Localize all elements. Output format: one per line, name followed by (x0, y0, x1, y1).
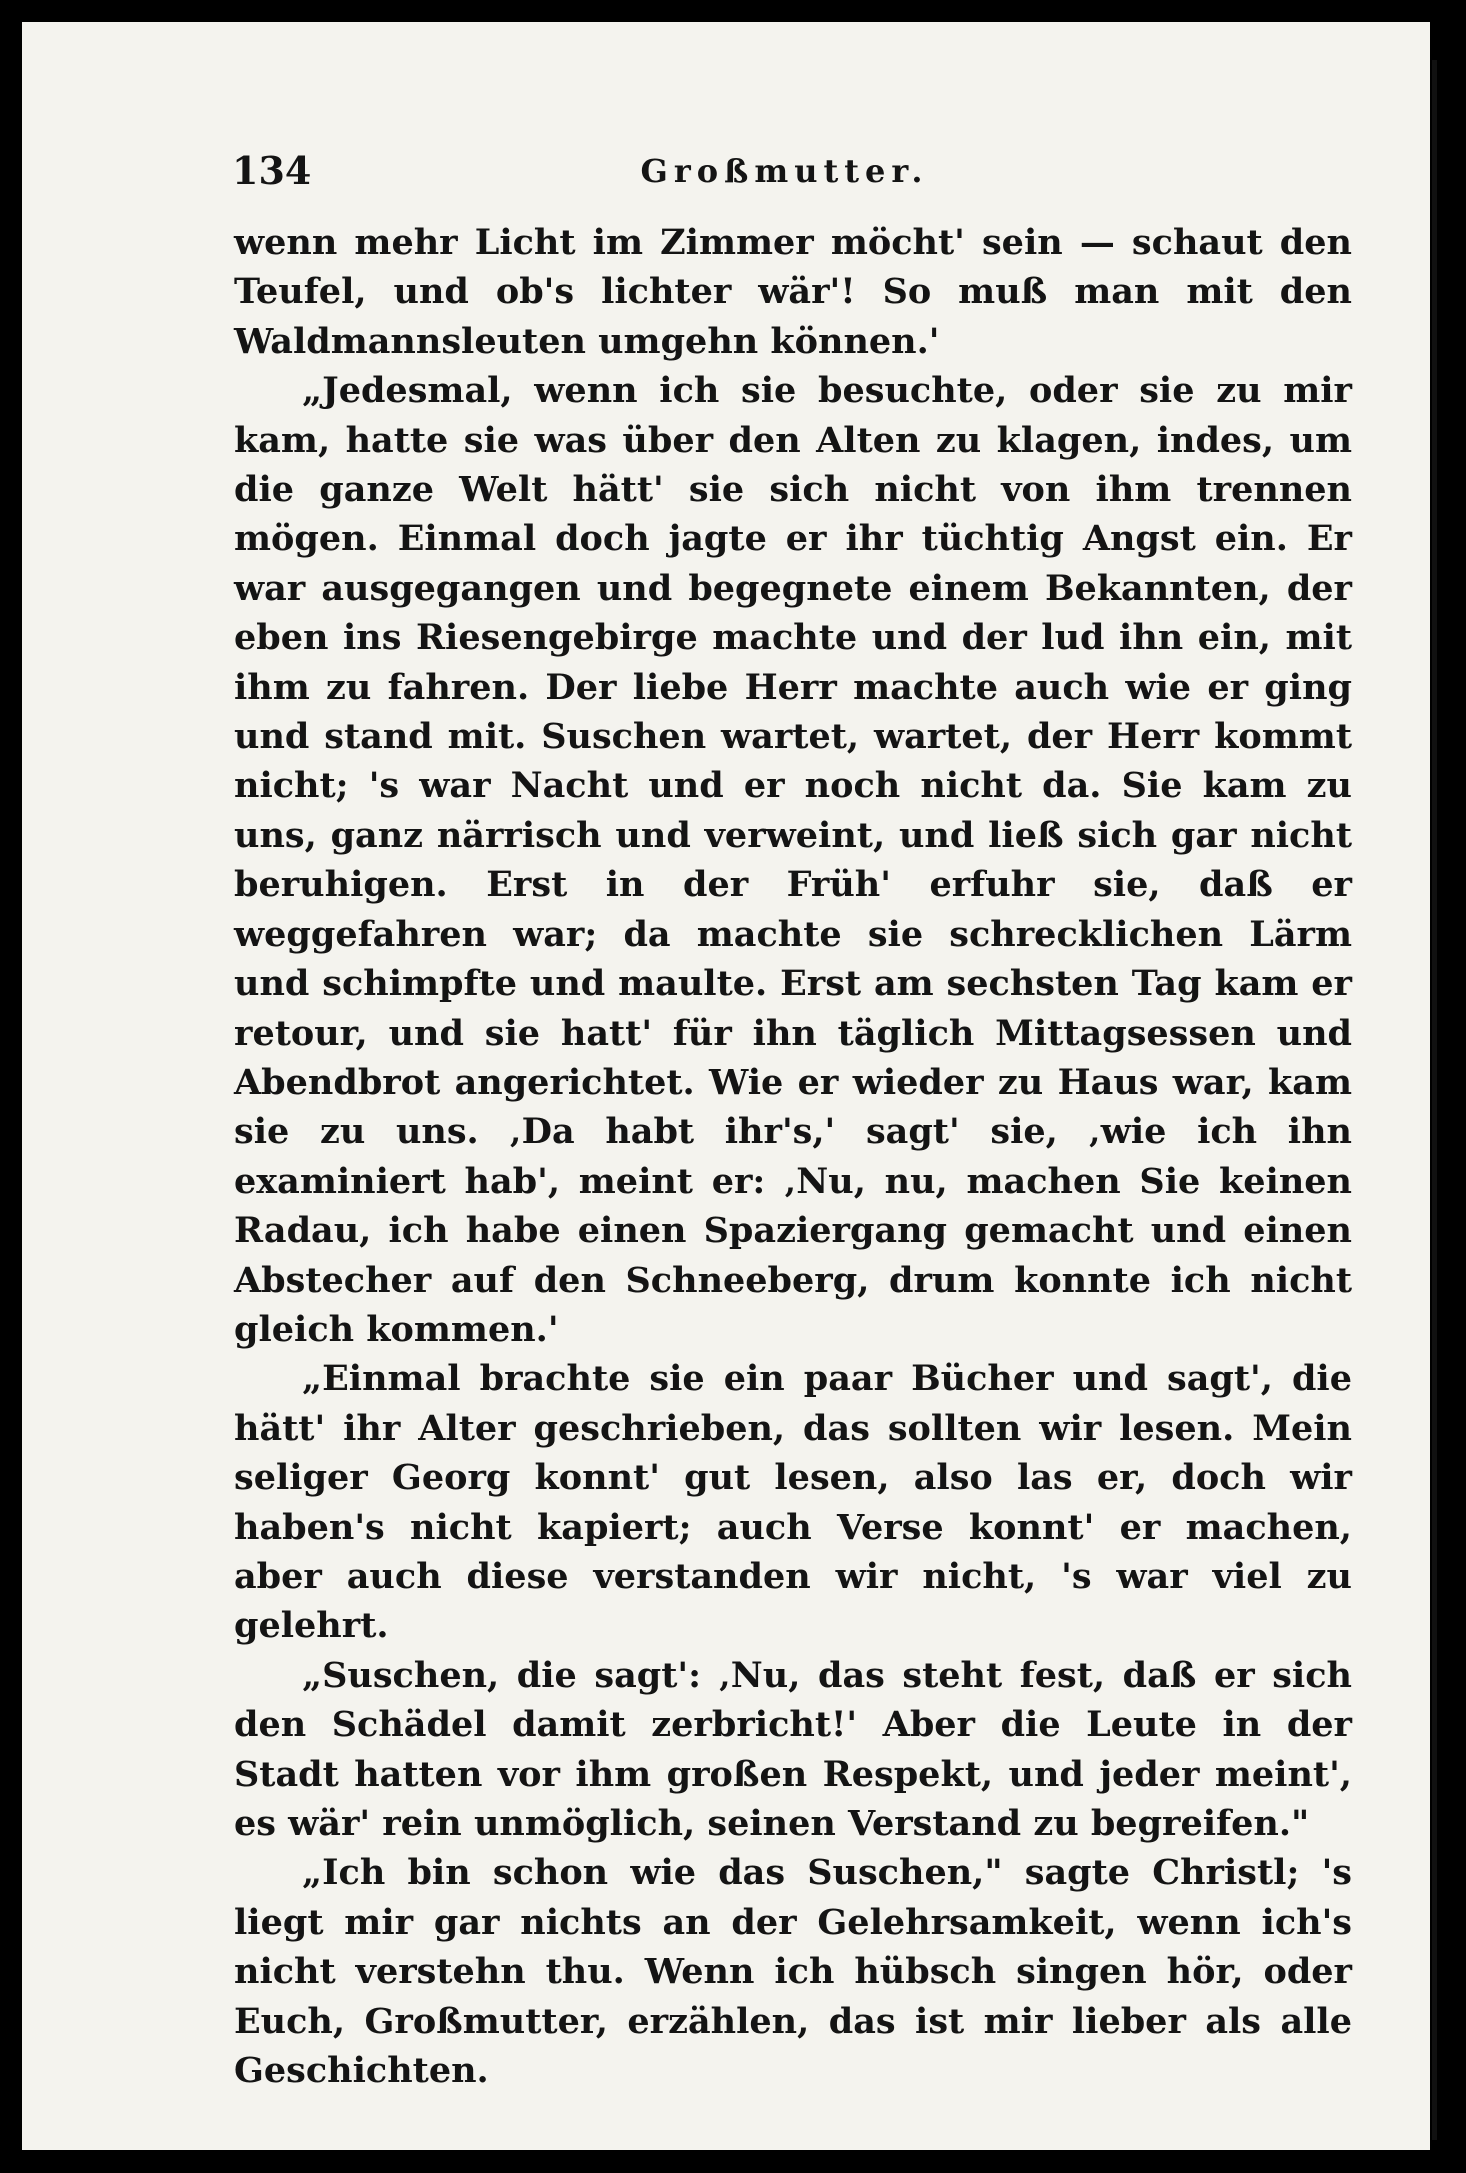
paragraph: „Einmal brachte sie ein paar Bücher und sagt', die hätt' ihr Alter geschrieben, das sollten wir lesen. Mein seliger Georg konnt' gut lesen, also las er, doch wir haben's nicht kapiert; auch Verse konnt' er machen, aber auch diese verstanden wir nicht, 's war viel zu gelehrt. (234, 1358, 1352, 1647)
running-title: Großmutter. (640, 152, 929, 190)
page-number: 134 (232, 148, 312, 193)
paragraph: „Ich bin schon wie das Suschen," sagte Christl; 's liegt mir gar nichts an der Gelehrsamkeit, wenn ich's nicht verstehn thu. Wenn ich hübsch singen hör, oder Euch, Großmutter, erzählen, das ist mir lieber als alle Geschichten. (234, 1852, 1352, 2092)
paragraph: „Jedesmal, wenn ich sie besuchte, oder sie zu mir kam, hatte sie was über den Alten zu klagen, indes, um die ganze Welt hätt' sie sich nicht von ihm trennen mögen. Einmal doch jagte er ihr tüchtig Angst ein. Er war ausgegangen und begegnete einem Bekannten, der eben ins Riesengebirge machte und der lud ihn ein, mit ihm zu fahren. Der liebe Herr machte auch wie er ging und stand mit. Suschen wartet, wartet, der Herr kommt nicht; 's war Nacht und er noch nicht da. Sie kam zu uns, ganz närrisch und verweint, und ließ sich gar nicht beruhigen. Erst in der Früh' erfuhr sie, daß er weggefahren war; da machte sie schrecklichen Lärm und schimpfte und maulte. Erst am sechsten Tag kam er retour, und sie hatt' für ihn täglich Mittagsessen und Abendbrot angerichtet. Wie er wieder zu Haus war, kam sie zu uns. ‚Da habt ihr's,' sagt' sie, ‚wie ich ihn examiniert hab', meint er: ‚Nu, nu, machen Sie keinen Radau, ich habe einen Spaziergang gemacht und einen Abstecher auf den Schneeberg, drum konnte ich nicht gleich kommen.' (234, 370, 1352, 1350)
book-page (22, 22, 1430, 2150)
paragraph-continued: wenn mehr Licht im Zimmer möcht' sein — schaut den Teufel, und ob's lichter wär'! So muß man mit den Waldmannsleuten umgehn können.' (234, 222, 1352, 362)
page-header (212, 146, 1357, 196)
page-edge-rule (1432, 60, 1437, 2140)
paragraph: „Suschen, die sagt': ‚Nu, das steht fest, daß er sich den Schädel damit zerbricht!' Aber die Leute in der Stadt hatten vor ihm großen Respekt, und jeder meint', es wär' rein unmöglich, seinen Verstand zu begreifen." (234, 1654, 1352, 1844)
body-text (234, 218, 1352, 2095)
